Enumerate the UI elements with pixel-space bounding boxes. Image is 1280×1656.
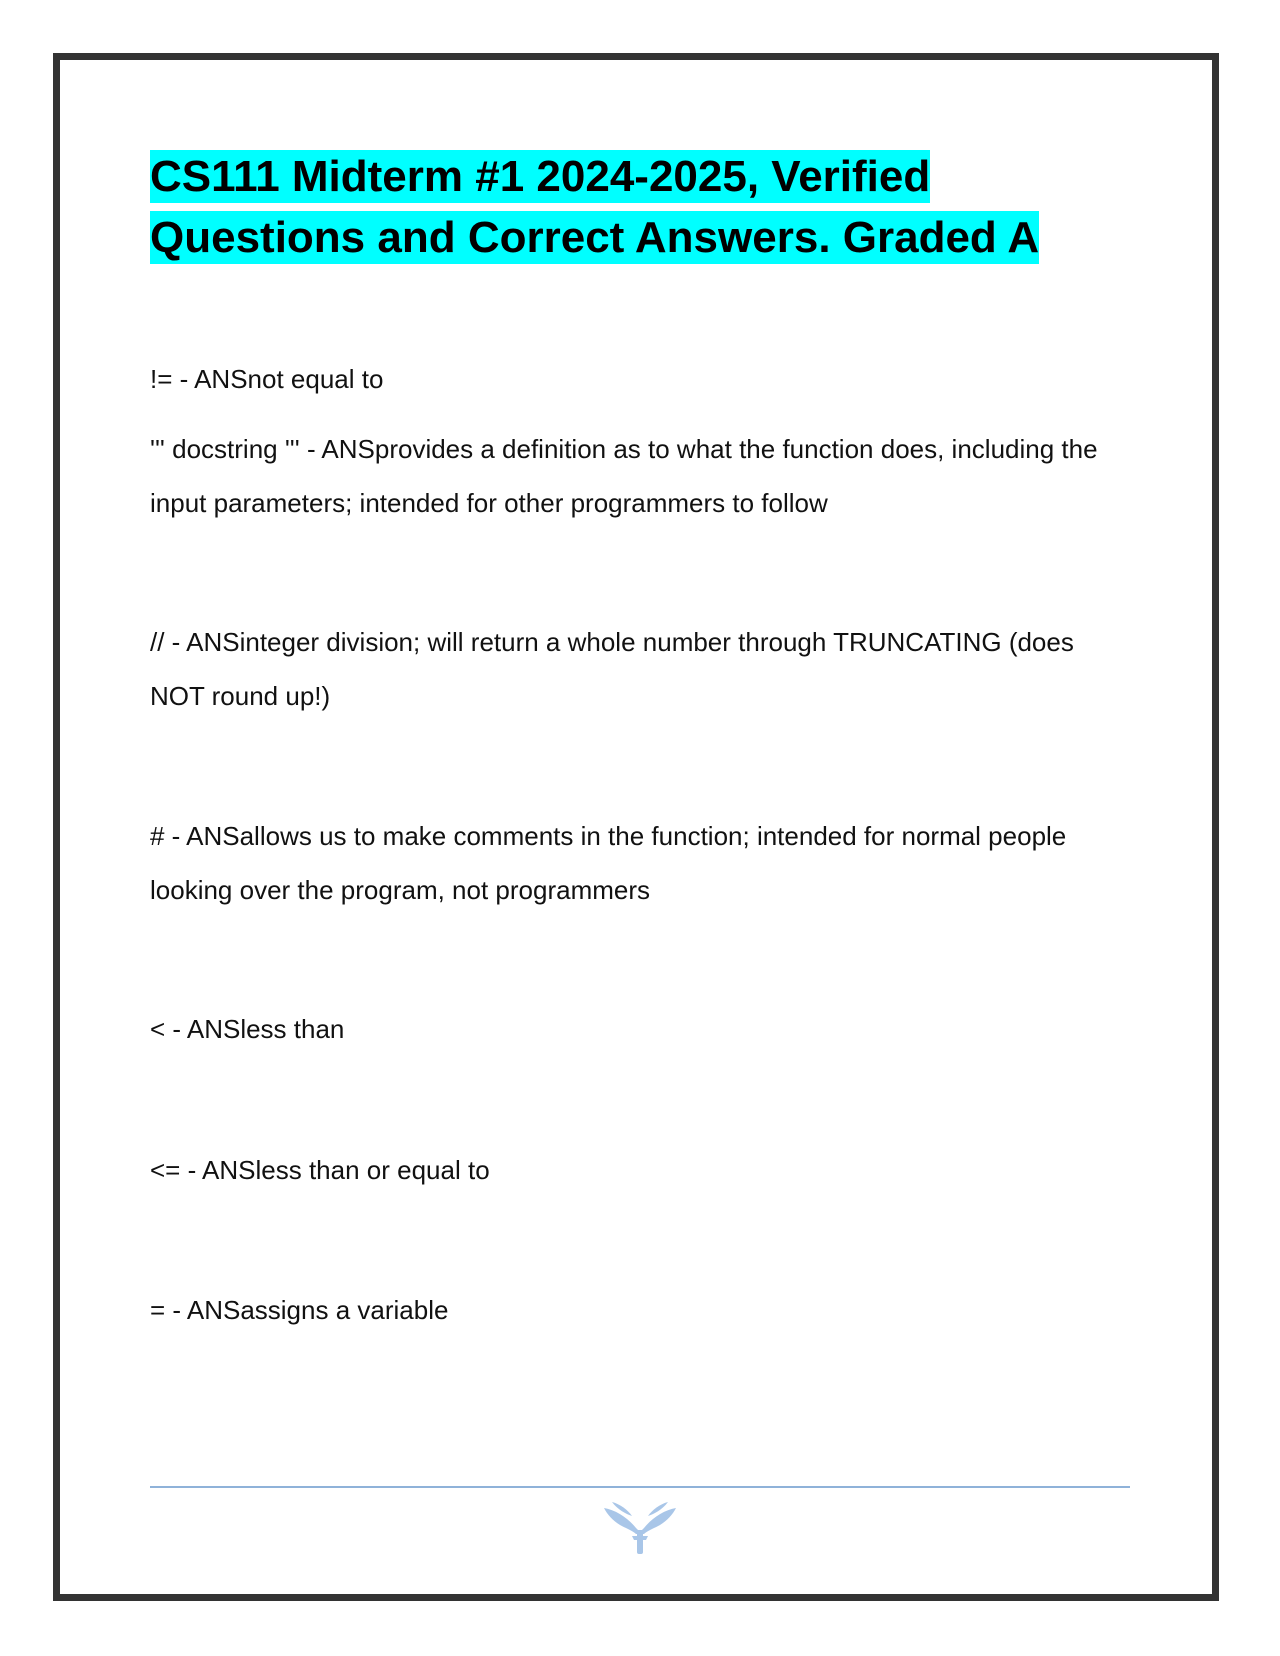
entry-assignment: = - ANSassigns a variable <box>150 1295 449 1325</box>
entry-not-equal: != - ANSnot equal to <box>150 364 384 394</box>
entry-less-than: < - ANSless than <box>150 1014 345 1044</box>
bird-logo-svg <box>602 1500 678 1556</box>
entry-docstring: ''' docstring ''' - ANSprovides a definition as to what the function does, including the input parameters; intended for other programmers to follow <box>150 434 1105 518</box>
entry-integer-division: // - ANSinteger division; will return a whole number through TRUNCATING (does NOT round up!) <box>150 627 1082 711</box>
bird-logo-icon <box>602 1500 678 1556</box>
document-title <box>150 146 1150 268</box>
entry-comment: # - ANSallows us to make comments in the function; intended for normal people looking over the program, not programmers <box>150 821 1074 905</box>
entry-less-than-or-equal: <= - ANSless than or equal to <box>150 1155 490 1185</box>
document-title-text: CS111 Midterm #1 2024-2025, Verified Questions and Correct Answers. Graded A <box>150 152 1040 262</box>
footer-divider <box>150 1486 1130 1488</box>
